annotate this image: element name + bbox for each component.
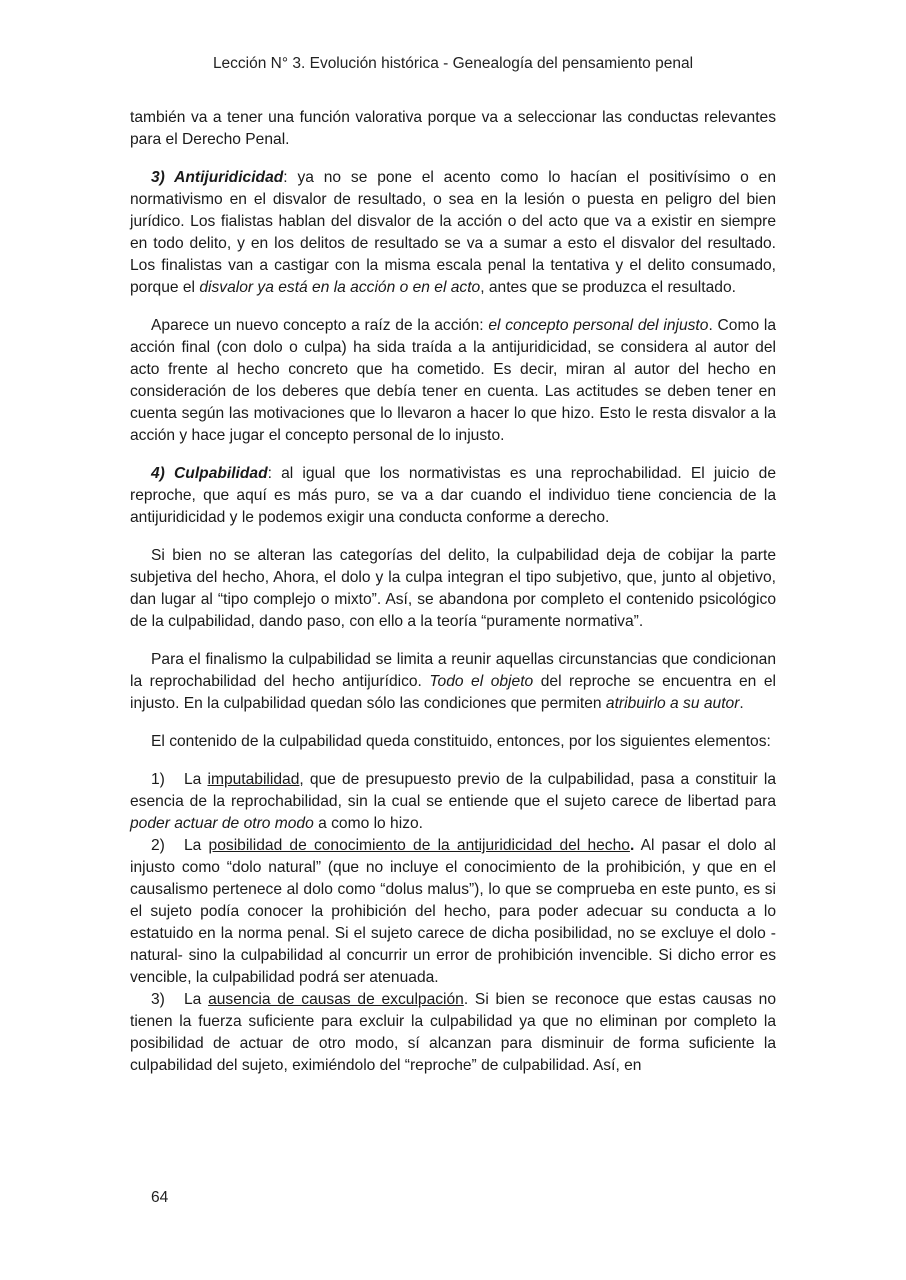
document-body xyxy=(130,107,776,1077)
paragraph-continuation: también va a tener una función valorativa porque va a seleccionar las conductas relevantes para el Derecho Penal. xyxy=(130,109,776,148)
list-item: 2) La posibilidad de conocimiento de la antijuridicidad del hecho. Al pasar el dolo al injusto como “dolo natural” (que no incluye el conocimiento de la prohibición, y que en el causalismo pertenece al dolo como “dolus malus”), lo que se comprueba en este punto, es si el sujeto podía conocer la prohibición del hecho, para poder adecuar su conducta a lo estatuido en la norma penal. Si el sujeto carece de dicha posibilidad, no se excluye el dolo -natural- sino la culpabilidad al concurrir un error de prohibición invencible. Si dicho error es vencible, la culpabilidad podrá ser atenuada. xyxy=(130,837,777,986)
list-number: 2) xyxy=(151,837,165,854)
list-item: 1) La imputabilidad, que de presupuesto previo de la culpabilidad, pasa a constituir la esencia de la reprochabilidad, sin la cual se entiende que el sujeto carece de libertad para poder actuar de otro modo a como lo hizo. xyxy=(130,771,776,832)
list-item: 3) La ausencia de causas de exculpación. Si bien se reconoce que estas causas no tienen la fuerza suficiente para excluir la culpabilidad ya que no eliminan por completo la posibilidad de actuar de otro modo, sí alcanzan para disminuir de forma suficiente la culpabilidad del sujeto, eximiéndolo del “reproche” de culpabilidad. Así, en xyxy=(130,991,777,1074)
list-number: 1) xyxy=(151,771,165,788)
list-number: 3) xyxy=(151,991,165,1008)
page-number: 64 xyxy=(151,1189,169,1206)
paragraph-finalismo: Para el finalismo la culpabilidad se limita a reunir aquellas circunstancias que condicionan la reprochabilidad del hecho antijurídico. Todo el objeto del reproche se encuentra en el injusto. En la culpabilidad quedan sólo las condiciones que permiten atribuirlo a su autor. xyxy=(130,651,776,712)
running-header: Lección N° 3. Evolución histórica - Genealogía del pensamiento penal xyxy=(212,55,694,72)
heading-culpabilidad: 4) Culpabilidad xyxy=(151,465,268,482)
term-ausencia-exculpacion: ausencia de causas de exculpación xyxy=(208,991,464,1008)
paragraph-culpabilidad: 4) Culpabilidad: al igual que los normativistas es una reprochabilidad. El juicio de reproche, que aquí es más puro, se va a dar cuando el individuo tiene conciencia de la antijuridicidad y le podemos exigir una conducta conforme a derecho. xyxy=(130,465,776,526)
term-imputabilidad: imputabilidad xyxy=(207,771,300,788)
heading-antijuridicidad: 3) Antijuridicidad xyxy=(151,169,284,186)
paragraph-antijuridicidad: 3) Antijuridicidad: ya no se pone el acento como lo hacían el positivísimo o en normativismo en el disvalor de resultado, o sea en la lesión o puesta en peligro del bien jurídico. Los fialistas hablan del disvalor de la acción o del acto que va a existir en siempre en todo delito, y en los delitos de resultado se va a sumar a esto el disvalor del resultado. Los finalistas van a castigar con la misma escala penal la tentativa y el delito consumado, porque el disvalor ya está en la acción o en el acto, antes que se produzca el resultado. xyxy=(130,169,776,296)
term-posibilidad-conocimiento: posibilidad de conocimiento de la antijuridicidad del hecho xyxy=(208,837,630,854)
paragraph-tipo-complejo: Si bien no se alteran las categorías del delito, la culpabilidad deja de cobijar la parte subjetiva del hecho, Ahora, el dolo y la culpa integran el tipo subjetivo, que, junto al objetivo, dan lugar al “tipo complejo o mixto”. Así, se abandona por completo el contenido psicológico de la culpabilidad, dando paso, con ello a la teoría “puramente normativa”. xyxy=(130,547,776,630)
paragraph-elementos: El contenido de la culpabilidad queda constituido, entonces, por los siguientes elementos: xyxy=(151,733,771,750)
paragraph-concepto-personal: Aparece un nuevo concepto a raíz de la acción: el concepto personal del injusto. Como la acción final (con dolo o culpa) ha sida traída a la antijuridicidad, se considera al autor del acto frente al hecho concreto que ha cometido. Es decir, miran al autor del hecho en consideración de los deberes que debía tener en cuenta. Las actitudes se deben tener en cuenta según las motivaciones que lo llevaron a hacer lo que hizo. Esto le resta disvalor a la acción y hace jugar el concepto personal de lo injusto. xyxy=(130,317,776,444)
